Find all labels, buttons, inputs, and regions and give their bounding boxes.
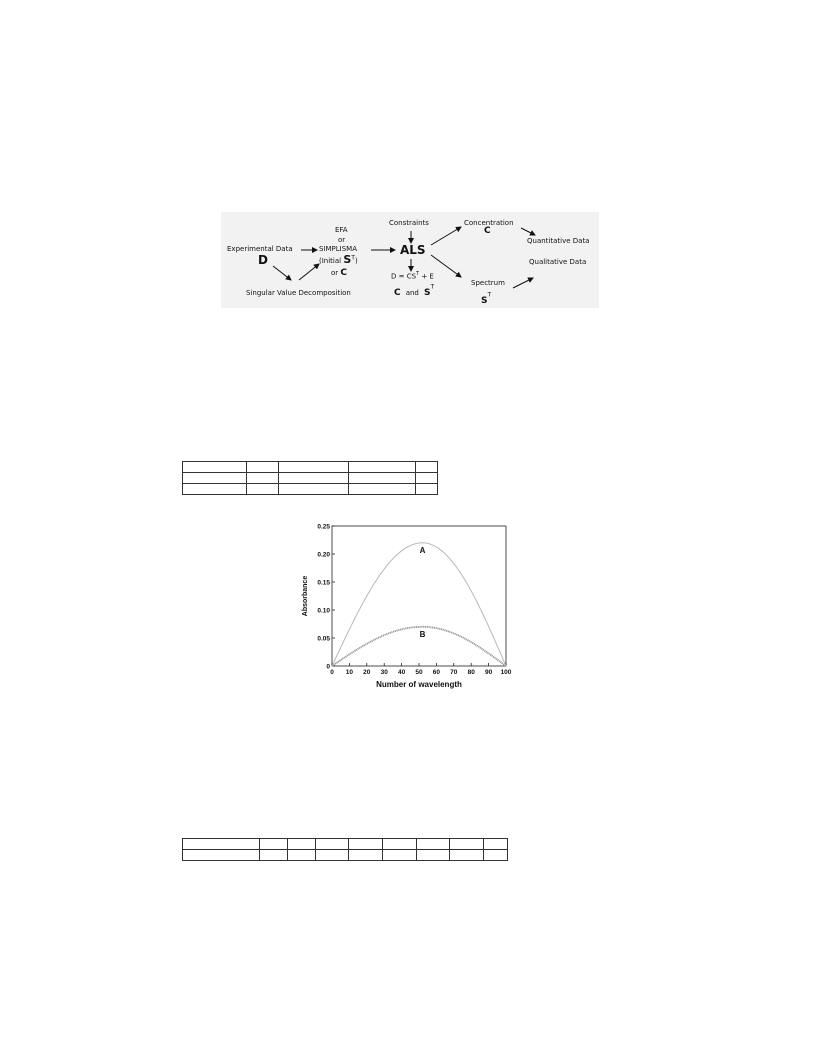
als-label: ALS	[400, 243, 426, 257]
table-cell	[315, 839, 349, 850]
absorbance-chart	[296, 520, 516, 690]
table-cell	[349, 850, 383, 861]
table-row	[183, 462, 438, 473]
table-cell	[315, 850, 349, 861]
svd-label: Singular Value Decomposition	[246, 289, 351, 297]
arrow-concentration-to-quantitative	[521, 228, 535, 235]
table-cell	[279, 484, 349, 495]
table-row	[183, 484, 438, 495]
concentration-label: Concentration	[464, 219, 514, 227]
table-cell	[247, 462, 279, 473]
table-2	[182, 838, 508, 861]
efa-label: EFA	[335, 226, 348, 234]
x-tick-label: 90	[484, 669, 493, 676]
table-cell	[349, 462, 416, 473]
series-b-label: B	[419, 629, 426, 639]
arrow-spectrum-to-qualitative	[513, 278, 533, 288]
table-row	[183, 839, 508, 850]
x-tick-label: 50	[415, 669, 423, 676]
table-cell	[260, 850, 288, 861]
table-cell	[349, 473, 416, 484]
als-flow-diagram	[221, 212, 599, 308]
table-row	[183, 473, 438, 484]
table-cell	[416, 484, 438, 495]
c-and-st-label: C and $S^T$	[394, 283, 435, 298]
y-tick-label: 0.10	[317, 607, 330, 615]
x-tick-label: 20	[363, 669, 371, 676]
table-cell	[288, 850, 316, 861]
qualitative-data-label: Qualitative Data	[529, 258, 587, 266]
y-tick-label: 0.20	[317, 551, 330, 559]
table-cell	[288, 839, 316, 850]
table-cell	[416, 473, 438, 484]
table-cell	[450, 839, 484, 850]
x-axis-label: Number of wavelength	[376, 680, 462, 689]
table-cell	[450, 850, 484, 861]
y-tick-label: 0.15	[317, 579, 330, 587]
table-cell	[484, 839, 508, 850]
experimental-data-label: Experimental Data	[227, 245, 293, 253]
table-1	[182, 461, 438, 495]
x-tick-label: 60	[432, 669, 441, 676]
or-label-1: or	[338, 236, 346, 244]
table-cell	[247, 473, 279, 484]
table-cell	[383, 850, 417, 861]
table-cell	[279, 473, 349, 484]
x-tick-label: 30	[380, 669, 388, 676]
table-row	[183, 850, 508, 861]
quantitative-data-label: Quantitative Data	[527, 237, 590, 245]
y-tick-label: 0	[326, 663, 330, 671]
constraints-label: Constraints	[389, 219, 429, 227]
spectrum-label: Spectrum	[471, 279, 505, 287]
table-cell	[183, 839, 260, 850]
table-cell	[183, 484, 247, 495]
y-tick-label: 0.05	[317, 635, 330, 643]
arrow-als-to-spectrum	[431, 255, 461, 277]
or-c-label: or C	[331, 268, 348, 278]
table-cell	[383, 839, 417, 850]
x-tick-label: 100	[500, 669, 512, 676]
table-cell	[260, 839, 288, 850]
x-tick-label: 70	[450, 669, 458, 676]
table-cell	[416, 462, 438, 473]
x-tick-label: 40	[397, 669, 406, 676]
table-cell	[349, 484, 416, 495]
x-tick-label: 0	[330, 669, 334, 676]
table-cell	[416, 839, 450, 850]
table-cell	[349, 839, 383, 850]
y-axis-label: Absorbance	[302, 575, 309, 617]
table-cell	[279, 462, 349, 473]
initial-st-label: (Initial $S^T$)	[319, 253, 358, 266]
equation-label: $D = CS^T + E$	[391, 271, 434, 281]
x-tick-label: 10	[345, 669, 354, 676]
arrow-als-to-concentration	[431, 227, 461, 245]
x-tick-label: 80	[467, 669, 475, 676]
simplisma-label: SIMPLISMA	[319, 245, 358, 253]
series-a-label: A	[419, 545, 426, 555]
arrow-d-to-svd	[273, 266, 291, 280]
spectrum-st-label: $S^T$	[481, 291, 492, 306]
d-matrix-label: D	[258, 253, 268, 267]
table-cell	[247, 484, 279, 495]
y-tick-label: 0.25	[317, 523, 330, 531]
table-cell	[416, 850, 450, 861]
concentration-c-label: C	[484, 226, 491, 236]
table-cell	[484, 850, 508, 861]
table-cell	[183, 850, 260, 861]
table-cell	[183, 462, 247, 473]
arrow-svd-to-initial	[299, 264, 319, 280]
table-cell	[183, 473, 247, 484]
